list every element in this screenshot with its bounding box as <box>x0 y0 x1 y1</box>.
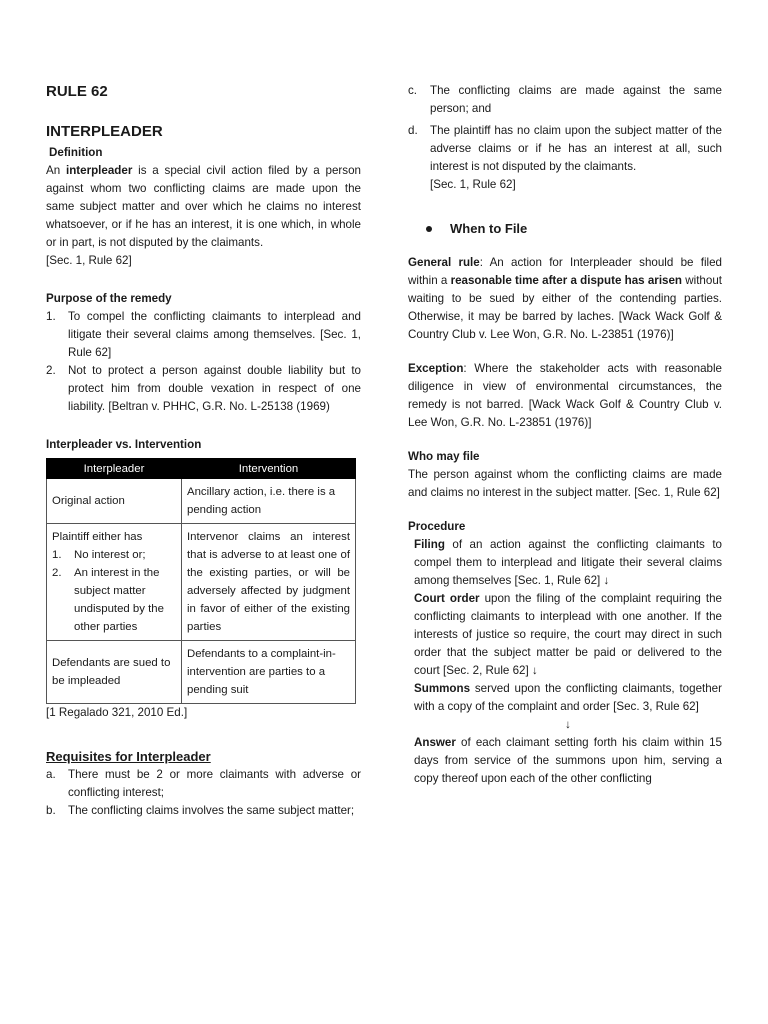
when-to-file-heading: When to File <box>450 221 528 236</box>
item-letter: b. <box>46 804 56 817</box>
procedure-step <box>414 590 722 680</box>
definition-body: is a special civil action filed by a person against whom two conflicting claims are made upon the same subject matter and over which he claims no interest whatsoever, or if he has an interest, it is one which, in whole or in part, is not disputed by the claimants. <box>46 164 361 249</box>
procedure-step <box>414 536 722 590</box>
list-item <box>408 122 722 176</box>
step-text: served upon the conflicting claimants, together with a copy of the complaint and order [Sec. 3, Rule 62] <box>414 682 722 713</box>
list-item <box>46 766 361 802</box>
requisites-heading: Requisites for Interpleader <box>46 749 211 764</box>
item-text: The conflicting claims are made against the same person; and <box>430 84 722 115</box>
general-rule-pre: : An action for Interpleader should be filed within a <box>408 256 722 287</box>
definition-text <box>46 162 361 252</box>
general-rule-label: General rule <box>408 256 480 269</box>
section-title: INTERPLEADER <box>46 123 163 140</box>
down-arrow-icon: ↓ <box>565 718 571 731</box>
purpose-heading: Purpose of the remedy <box>46 292 172 305</box>
table-row <box>47 479 356 524</box>
who-may-file-text: The person against whom the conflicting claims are made and claims no interest in the subject matter. [Sec. 1, Rule 62] <box>408 468 722 499</box>
list-item <box>46 362 361 416</box>
rule-title: RULE 62 <box>46 83 108 100</box>
exception-text: : Where the stakeholder acts with reasonable diligence in view of environmental circumstances, the remedy is not barred. [Wack Wack Golf & Country Club v. Lee Won, G.R. No. L-23851 (1976)] <box>408 362 722 429</box>
table-cell: Ancillary action, i.e. there is a pending action <box>182 479 356 524</box>
item-number: 1. <box>52 549 62 561</box>
column-header: Intervention <box>182 459 356 479</box>
bullet-icon <box>426 226 432 232</box>
procedure-heading: Procedure <box>408 520 466 533</box>
item-text: The conflicting claims involves the same subject matter; <box>68 804 355 817</box>
general-rule-post: without waiting to be sued by either of the contending parties. Otherwise, it may be barred by laches. [Wack Wack Golf & Country Club v. Lee Won, G.R. No. L-23851 (1976)] <box>408 274 722 341</box>
step-label: Court order <box>414 592 480 605</box>
step-text: of an action against the conflicting claimants to compel them to interplead and litigate their several claims among themselves [Sec. 1, Rule 62] <box>414 538 722 587</box>
definition-term: interpleader <box>65 164 133 177</box>
step-label: Answer <box>414 736 456 749</box>
table-row <box>47 641 356 704</box>
item-text: The plaintiff has no claim upon the subject matter of the adverse claims or if he has an interest at all, such interest is not disputed by the claimants. <box>430 124 722 173</box>
list-item <box>408 82 722 118</box>
comparison-heading: Interpleader vs. Intervention <box>46 438 202 451</box>
who-may-file-heading: Who may file <box>408 450 480 463</box>
list-item <box>52 546 176 564</box>
procedure-step <box>414 734 722 788</box>
item-text: There must be 2 or more claimants with adverse or conflicting interest; <box>68 768 361 799</box>
step-label: Summons <box>414 682 471 695</box>
table-row <box>47 524 356 641</box>
requisites-list-continued <box>408 82 722 176</box>
step-label: Filing <box>414 538 445 551</box>
down-arrow-icon: ↓ <box>603 574 610 587</box>
cell-sublist <box>52 546 176 636</box>
table-cell: Intervenor claims an interest that is adverse to at least one of the existing parties, or will be adversely affected by judgment in favor of either of the existing parties <box>182 524 356 641</box>
item-letter: c. <box>408 84 418 97</box>
item-text: To compel the conflicting claimants to interplead and litigate their several claims among themselves. [Sec. 1, Rule 62] <box>68 310 361 359</box>
list-item <box>46 802 361 820</box>
step-text: of each claimant setting forth his claim within 15 days from service of the summons upon him, serving a copy thereof upon each of the other conflicting <box>414 736 722 785</box>
right-column <box>408 82 722 788</box>
table-cell: Original action <box>47 479 182 524</box>
exception <box>408 360 722 432</box>
table-header-row <box>47 459 356 479</box>
comparison-cite: [1 Regalado 321, 2010 Ed.] <box>46 706 188 719</box>
item-text: An interest in the subject matter undisputed by the other parties <box>74 567 164 633</box>
definition-heading: Definition <box>49 146 103 159</box>
step-text: upon the filing of the complaint requiring the conflicting claimants to interplead with one another. If the interests of justice so require, the court may direct in such order that the subject matter be paid or delivered to the court [Sec. 2, Rule 62] <box>414 592 723 677</box>
general-rule-emphasis: reasonable time after a dispute has arisen <box>450 274 683 287</box>
list-item <box>46 308 361 362</box>
list-item <box>52 564 176 636</box>
requisites-list <box>46 766 361 820</box>
exception-label: Exception <box>408 362 464 375</box>
column-header: Interpleader <box>47 459 182 479</box>
item-letter: a. <box>46 768 56 781</box>
table-cell: Defendants to a complaint-in-intervention are parties to a pending suit <box>182 641 356 704</box>
general-rule <box>408 254 722 344</box>
item-text: Not to protect a person against double liability but to protect him from double vexation in respect of one liability. [Beltran v. PHHC, G.R. No. L-25138 (1969) <box>68 364 361 413</box>
table-cell: Defendants are sued to be impleaded <box>47 641 182 704</box>
procedure-steps <box>408 536 722 788</box>
purpose-list <box>46 308 361 416</box>
comparison-table <box>46 458 356 704</box>
item-number: 2. <box>52 567 62 579</box>
item-letter: d. <box>408 124 418 137</box>
definition-pre: An <box>46 164 66 177</box>
left-column <box>46 82 361 820</box>
when-to-file-bullet <box>426 220 722 238</box>
definition-cite: [Sec. 1, Rule 62] <box>46 254 132 267</box>
item-text: No interest or; <box>74 549 146 561</box>
procedure-step <box>414 680 722 716</box>
down-arrow-icon: ↓ <box>531 664 538 677</box>
item-number: 2. <box>46 364 56 377</box>
cell-intro: Plaintiff either has <box>52 531 143 543</box>
table-cell <box>47 524 182 641</box>
requisites-cite: [Sec. 1, Rule 62] <box>430 178 516 191</box>
item-number: 1. <box>46 310 56 323</box>
